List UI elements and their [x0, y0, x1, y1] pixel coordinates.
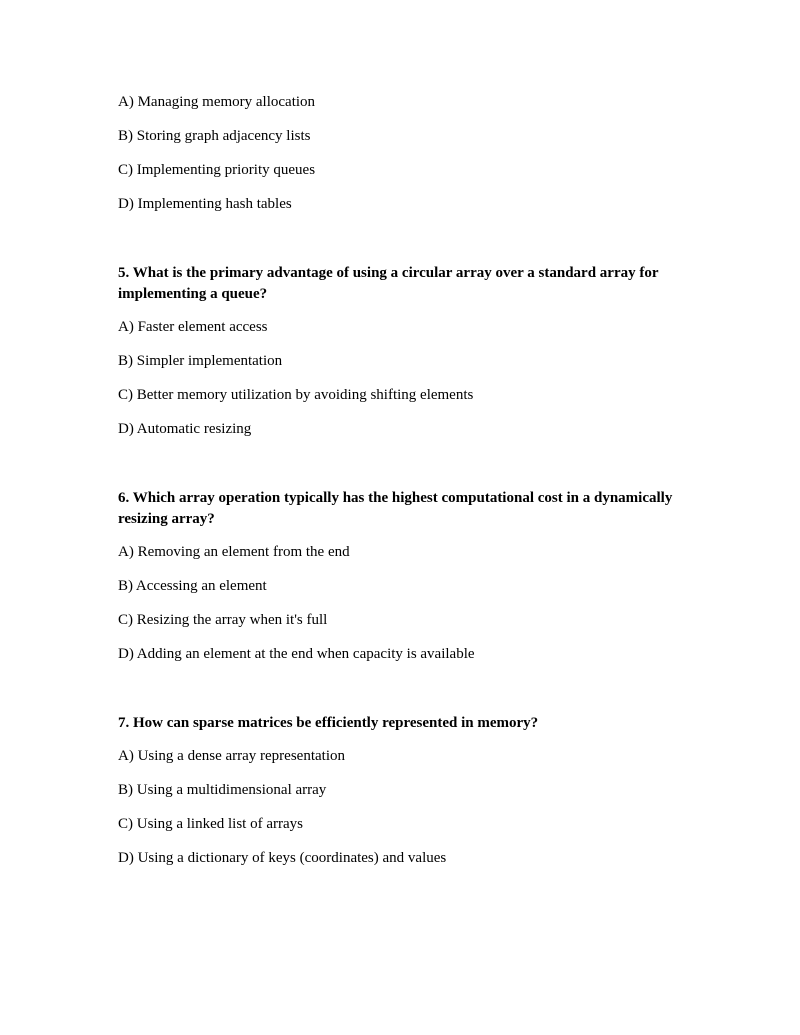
option-c: C) Better memory utilization by avoiding shifting elements	[118, 387, 474, 403]
question-5-text: 5. What is the primary advantage of using a circular array over a standard array for implementing a queue?	[118, 265, 659, 302]
option-d: D) Adding an element at the end when capacity is available	[118, 646, 475, 662]
option-a: A) Faster element access	[118, 319, 268, 335]
option-a: A) Managing memory allocation	[118, 94, 316, 110]
option-b: B) Simpler implementation	[118, 353, 283, 369]
spacer	[118, 453, 678, 488]
question-6-text: 6. Which array operation typically has the highest computational cost in a dynamically resizing array?	[118, 490, 673, 527]
option-d: D) Implementing hash tables	[118, 196, 292, 212]
spacer	[118, 228, 678, 263]
question-block-4-options	[118, 92, 678, 214]
option-c: C) Implementing priority queues	[118, 162, 316, 178]
option-c: C) Using a linked list of arrays	[118, 816, 303, 832]
option-a: A) Using a dense array representation	[118, 748, 345, 764]
option-a: A) Removing an element from the end	[118, 544, 350, 560]
option-c: C) Resizing the array when it's full	[118, 612, 328, 628]
option-b: B) Storing graph adjacency lists	[118, 128, 311, 144]
question-block-5	[118, 263, 678, 439]
option-b: B) Using a multidimensional array	[118, 782, 327, 798]
option-d: D) Using a dictionary of keys (coordinates) and values	[118, 850, 447, 866]
document-page	[118, 92, 678, 882]
option-b: B) Accessing an element	[118, 578, 267, 594]
spacer	[118, 678, 678, 713]
question-block-6	[118, 488, 678, 664]
question-block-7	[118, 713, 678, 868]
option-d: D) Automatic resizing	[118, 421, 252, 437]
question-7-text: 7. How can sparse matrices be efficiently represented in memory?	[118, 715, 539, 731]
